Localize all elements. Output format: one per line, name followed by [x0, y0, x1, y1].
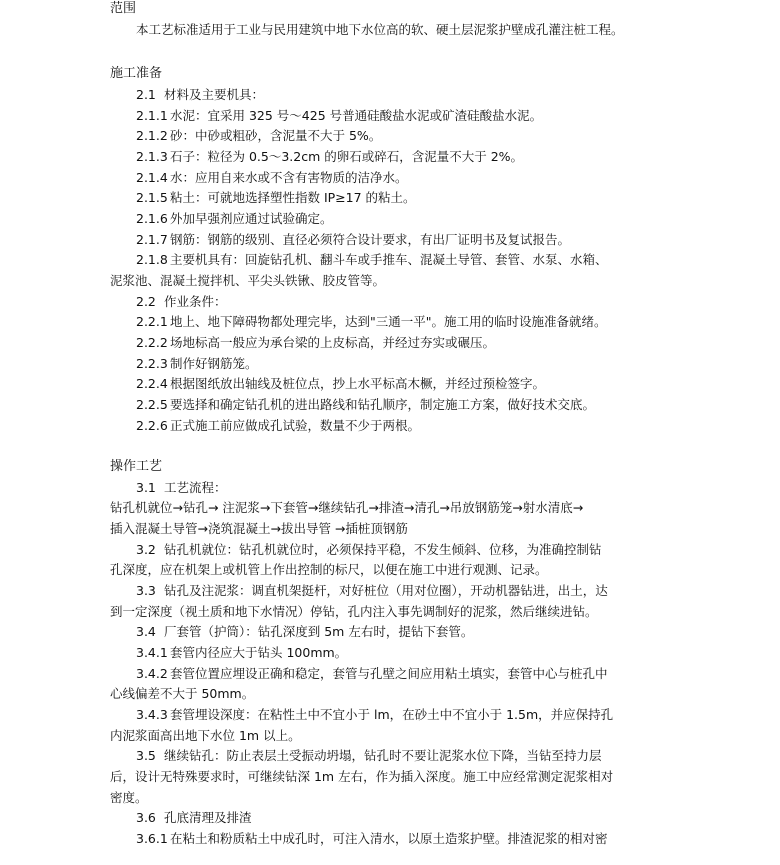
paragraph-continuation: 到一定深度（视土质和地下水情况）停钻，孔内注入事先调制好的泥浆，然后继续进钻。 — [110, 604, 598, 619]
list-item — [136, 232, 570, 248]
item-number: 2.1.2 — [136, 128, 168, 143]
item-number: 2.2.1 — [136, 314, 168, 329]
item-number: 2.2.4 — [136, 376, 168, 391]
item-continuation: 泥浆池、混凝土搅拌机、平尖头铁锹、胶皮管等。 — [110, 273, 386, 288]
item-text: 地上、地下障碍物都处理完毕，达到"三通一平"。施工用的临时设施准备就绪。 — [170, 314, 607, 329]
item-number: 2.1.5 — [136, 190, 168, 205]
item-text: 外加早强剂应通过试验确定。 — [170, 211, 333, 226]
item-number: 3.4.1 — [136, 645, 168, 660]
list-item — [136, 314, 607, 330]
process-flow-line: 钻孔机就位→钻孔→ 注泥浆→下套管→继续钻孔→排渣→清孔→吊放钢筋笼→射水清底→ — [110, 500, 584, 515]
subsection-2-2 — [136, 294, 227, 310]
item-number: 3.4.3 — [136, 707, 168, 722]
subsection-number: 3.6 — [136, 810, 156, 825]
list-item — [136, 149, 523, 165]
item-text: 制作好钢筋笼。 — [170, 356, 258, 371]
item-text: 要选择和确定钻孔机的进出路线和钻孔顺序，制定施工方案，做好技术交底。 — [170, 397, 596, 412]
item-number: 3.4.2 — [136, 666, 168, 681]
paragraph-3-3 — [136, 583, 608, 599]
item-text: 水：应用自来水或不含有害物质的洁净水。 — [170, 170, 408, 185]
item-continuation: 心线偏差不大于 50mm。 — [110, 686, 255, 701]
subsection-number: 2.1 — [136, 87, 156, 102]
item-text: 石子：粒径为 0.5～3.2cm 的卵石或碎石，含泥量不大于 2%。 — [170, 149, 524, 164]
subsection-title: 材料及主要机具： — [164, 87, 265, 102]
item-text: 正式施工前应做成孔试验，数量不少于两根。 — [170, 418, 421, 433]
list-item — [136, 252, 608, 268]
subsection-number: 3.2 — [136, 542, 156, 557]
subsection-title: 工艺流程： — [164, 480, 227, 495]
list-item — [136, 418, 420, 434]
paragraph-text: 继续钻孔：防止表层土受振动坍塌，钻孔时不要让泥浆水位下降，当钻至持力层 — [164, 748, 602, 763]
section-heading-preparation: 施工准备 — [110, 66, 163, 81]
paragraph-3-5 — [136, 748, 602, 764]
item-text: 套管埋设深度：在粘性土中不宜小于 lm，在砂土中不宜小于 1.5m，并应保持孔 — [170, 707, 614, 722]
item-number: 2.2.3 — [136, 356, 168, 371]
item-text: 套管内径应大于钻头 100mm。 — [170, 645, 348, 660]
item-number: 2.1.1 — [136, 108, 168, 123]
item-number: 2.2.2 — [136, 335, 168, 350]
paragraph-3-2 — [136, 542, 602, 558]
paragraph-text: 钻孔机就位：钻孔机就位时，必须保持平稳，不发生倾斜、位移，为准确控制钻 — [164, 542, 602, 557]
list-item — [136, 707, 613, 723]
list-item — [136, 190, 416, 206]
paragraph-text: 厂套管（护筒）：钻孔深度到 5m 左右时，提钻下套管。 — [164, 624, 474, 639]
list-item — [136, 211, 333, 227]
paragraph-continuation: 密度。 — [110, 790, 148, 805]
item-number: 2.1.8 — [136, 252, 168, 267]
item-number: 2.1.7 — [136, 232, 168, 247]
list-item — [136, 128, 381, 144]
item-text: 砂：中砂或粗砂，含泥量不大于 5%。 — [170, 128, 382, 143]
section-heading-operations: 操作工艺 — [110, 459, 163, 474]
subsection-number: 3.1 — [136, 480, 156, 495]
item-text: 在粘土和粉质粘土中成孔时，可注入清水，以原土造浆护壁。排渣泥浆的相对密 — [170, 831, 608, 846]
item-text: 主要机具有：回旋钻孔机、翻斗车或手推车、混凝土导管、套管、水泵、水箱、 — [170, 252, 608, 267]
subsection-title: 孔底清理及排渣 — [164, 810, 252, 825]
subsection-number: 3.4 — [136, 624, 156, 639]
subsection-3-1 — [136, 480, 227, 496]
list-item — [136, 645, 347, 661]
item-number: 2.1.4 — [136, 170, 168, 185]
item-number: 2.2.5 — [136, 397, 168, 412]
item-text: 套管位置应埋设正确和稳定，套管与孔壁之间应用粘土填实，套管中心与桩孔中 — [170, 666, 608, 681]
section-heading-scope: 范围 — [110, 1, 137, 16]
paragraph-continuation: 孔深度，应在机架上或机管上作出控制的标尺，以便在施工中进行观测、记录。 — [110, 562, 548, 577]
list-item — [136, 356, 258, 372]
list-item — [136, 376, 545, 392]
item-number: 2.1.3 — [136, 149, 168, 164]
list-item — [136, 666, 608, 682]
subsection-3-6 — [136, 810, 252, 826]
item-text: 场地标高一般应为承台梁的上皮标高，并经过夯实或碾压。 — [170, 335, 496, 350]
list-item — [136, 335, 495, 351]
process-flow-line: 插入混凝土导管→浇筑混凝土→拔出导管 →插桩顶钢筋 — [110, 521, 408, 536]
item-continuation: 内泥浆面高出地下水位 1m 以上。 — [110, 728, 301, 743]
item-number: 3.6.1 — [136, 831, 168, 846]
scope-paragraph: 本工艺标准适用于工业与民用建筑中地下水位高的软、硬土层泥浆护壁成孔灌注桩工程。 — [136, 22, 624, 37]
item-text: 水泥：宜采用 325 号～425 号普通硅酸盐水泥或矿渣硅酸盐水泥。 — [170, 108, 543, 123]
item-number: 2.2.6 — [136, 418, 168, 433]
paragraph-3-4 — [136, 624, 473, 640]
subsection-number: 2.2 — [136, 294, 156, 309]
list-item — [136, 108, 542, 124]
list-item — [136, 397, 595, 413]
subsection-number: 3.3 — [136, 583, 156, 598]
list-item — [136, 831, 608, 847]
item-text: 根据图纸放出轴线及桩位点，抄上水平标高木橛，并经过预检签字。 — [170, 376, 546, 391]
subsection-2-1 — [136, 87, 264, 103]
subsection-number: 3.5 — [136, 748, 156, 763]
paragraph-text: 钻孔及注泥浆：调直机架挺杆，对好桩位（用对位圈），开动机器钻进，出土，达 — [164, 583, 608, 598]
item-text: 钢筋：钢筋的级别、直径必须符合设计要求，有出厂证明书及复试报告。 — [170, 232, 571, 247]
paragraph-continuation: 后，设计无特殊要求时，可继续钻深 1m 左右，作为插入深度。施工中应经常测定泥浆相对 — [110, 769, 614, 784]
subsection-title: 作业条件： — [164, 294, 227, 309]
item-text: 粘土：可就地选择塑性指数 IP≥17 的粘土。 — [170, 190, 416, 205]
item-number: 2.1.6 — [136, 211, 168, 226]
list-item — [136, 170, 408, 186]
